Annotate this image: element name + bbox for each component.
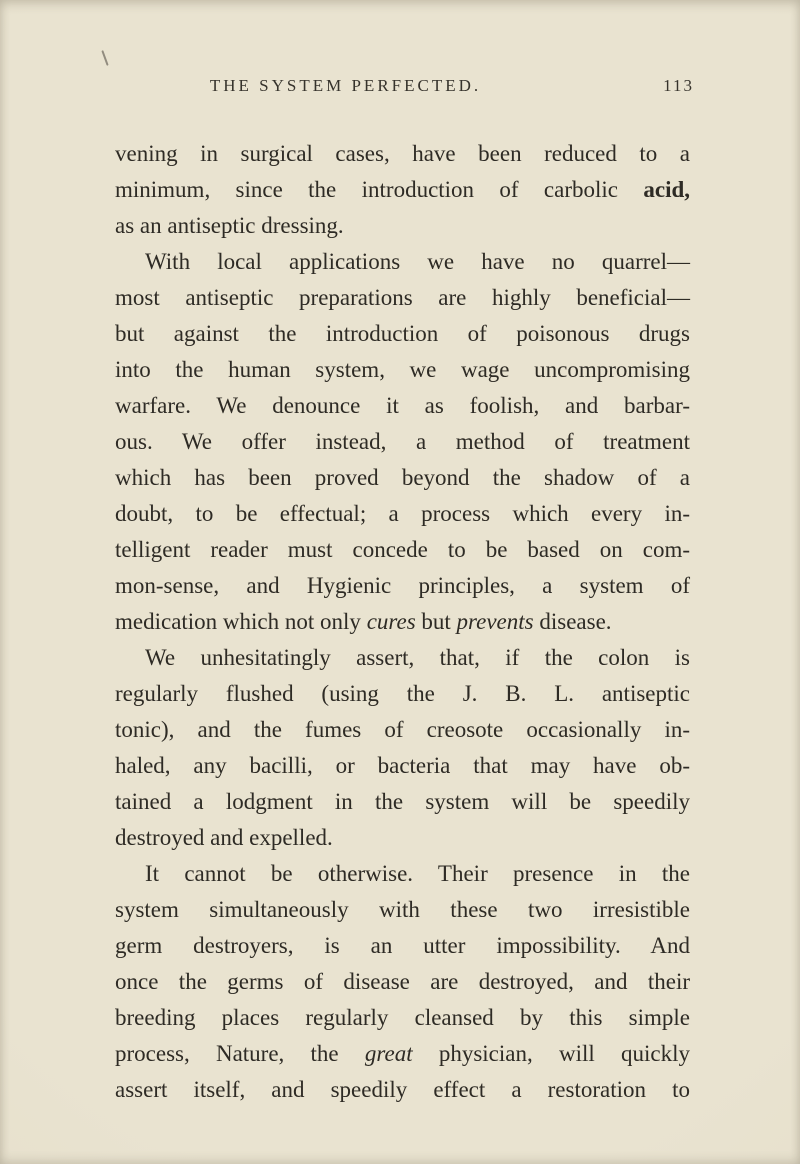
text-line: It cannot be otherwise. Their presence in the [145, 861, 690, 886]
text-line: most antiseptic preparations are highly beneficial— [115, 285, 690, 310]
text-line: which has been proved beyond the shadow of a [115, 465, 690, 490]
paragraph [115, 640, 690, 856]
page-number: 113 [663, 76, 694, 95]
text-line: process, Nature, the great physician, will quickly [115, 1041, 690, 1066]
text-line: as an antiseptic dressing. [115, 213, 344, 238]
text-line: system simultaneously with these two irresistible [115, 897, 690, 922]
text-line: minimum, since the introduction of carbolic acid, [115, 177, 690, 202]
text-line: We unhesitatingly assert, that, if the colon is [145, 645, 690, 670]
text-line: once the germs of disease are destroyed, and their [115, 969, 690, 994]
text-line: destroyed and expelled. [115, 825, 333, 850]
text-line: but against the introduction of poisonous drugs [115, 321, 690, 346]
paragraph [115, 244, 690, 640]
scan-artifact-mark [101, 50, 108, 66]
text-line: doubt, to be effectual; a process which every in- [115, 501, 690, 526]
text-line: regularly flushed (using the J. B. L. antiseptic [115, 681, 690, 706]
page-title: THE SYSTEM PERFECTED. [209, 76, 482, 95]
text-line: tonic), and the fumes of creosote occasionally in- [115, 717, 690, 742]
text-line: germ destroyers, is an utter impossibility. And [115, 933, 690, 958]
text-line: into the human system, we wage uncompromising [115, 357, 690, 382]
text-line: telligent reader must concede to be based on com- [115, 537, 690, 562]
text-line: haled, any bacilli, or bacteria that may have ob- [115, 753, 690, 778]
text-line: tained a lodgment in the system will be speedily [115, 789, 690, 814]
running-header [115, 76, 694, 102]
page-body [115, 136, 690, 1108]
text-line: warfare. We denounce it as foolish, and barbar- [115, 393, 690, 418]
text-line: mon-sense, and Hygienic principles, a system of [115, 573, 690, 598]
text-line: breeding places regularly cleansed by this simple [115, 1005, 690, 1030]
text-line: ous. We offer instead, a method of treatment [115, 429, 690, 454]
paragraph [115, 136, 690, 244]
text-line: With local applications we have no quarrel— [145, 249, 690, 274]
text-line: vening in surgical cases, have been reduced to a [115, 141, 690, 166]
text-line: assert itself, and speedily effect a restoration to [115, 1077, 690, 1102]
paragraph [115, 856, 690, 1108]
text-line: medication which not only cures but prevents disease. [115, 609, 612, 634]
